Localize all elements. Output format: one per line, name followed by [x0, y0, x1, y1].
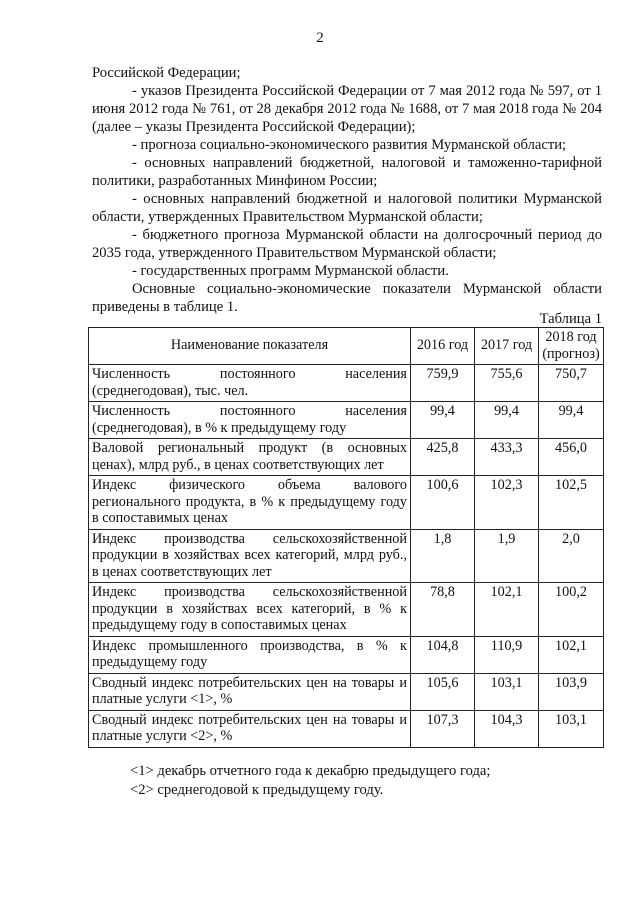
value-2017: 102,3: [474, 476, 538, 530]
paragraph-table-intro: Основные социально-экономические показатели Мурманской области приведены в таблице 1.: [92, 281, 602, 315]
value-2016: 107,3: [410, 710, 474, 747]
table-row: [89, 365, 604, 402]
value-2018: 102,5: [539, 476, 604, 530]
paragraph-state-programs: - государственных программ Мурманской области.: [132, 263, 449, 279]
table-row: [89, 710, 604, 747]
value-2017: 99,4: [474, 402, 538, 439]
table-header-row: [89, 328, 604, 365]
value-2016: 425,8: [410, 439, 474, 476]
value-2018: 103,9: [539, 673, 604, 710]
table-row: [89, 402, 604, 439]
table-caption: Таблица 1: [539, 311, 602, 327]
value-2016: 1,8: [410, 529, 474, 583]
table-row: [89, 673, 604, 710]
footnote-1: <1> декабрь отчетного года к декабрю предыдущего года;: [130, 763, 491, 779]
value-2016: 105,6: [410, 673, 474, 710]
value-2016: 78,8: [410, 583, 474, 637]
indicators-table: [88, 327, 604, 748]
row-name: Индекс производства сельскохозяйственной продукции в хозяйствах всех категорий, млрд руб., в ценах соответствующих лет: [89, 529, 411, 583]
row-name: Численность постоянного населения (среднегодовая), в % к предыдущему году: [89, 402, 411, 439]
value-2016: 759,9: [410, 365, 474, 402]
table-row: [89, 583, 604, 637]
table-row: [89, 636, 604, 673]
row-name: Сводный индекс потребительских цен на товары и платные услуги <2>, %: [89, 710, 411, 747]
row-name: Численность постоянного населения (среднегодовая), тыс. чел.: [89, 365, 411, 402]
paragraph-budget-forecast: - бюджетного прогноза Мурманской области на долгосрочный период до 2035 года, утвержденного Правительством Мурманской области;: [92, 227, 602, 261]
page-number: 2: [316, 30, 324, 46]
footnotes: [130, 762, 490, 800]
table-row: [89, 529, 604, 583]
value-2018: 99,4: [539, 402, 604, 439]
value-2017: 110,9: [474, 636, 538, 673]
value-2017: 102,1: [474, 583, 538, 637]
body-text: [92, 64, 602, 316]
value-2018: 103,1: [539, 710, 604, 747]
value-2018: 750,7: [539, 365, 604, 402]
paragraph-minfin-directions: - основных направлений бюджетной, налоговой и таможенно-тарифной политики, разработанных Минфином России;: [92, 155, 602, 189]
value-2018: 102,1: [539, 636, 604, 673]
paragraph-regional-directions: - основных направлений бюджетной и налоговой политики Мурманской области, утвержденных Правительством Мурманской области;: [92, 191, 602, 225]
row-name: Индекс производства сельскохозяйственной продукции в хозяйствах всех категорий, в % к предыдущему году в сопоставимых ценах: [89, 583, 411, 637]
table-row: [89, 439, 604, 476]
table-row: [89, 476, 604, 530]
row-name: Сводный индекс потребительских цен на товары и платные услуги <1>, %: [89, 673, 411, 710]
value-2018: 2,0: [539, 529, 604, 583]
value-2017: 104,3: [474, 710, 538, 747]
value-2017: 1,9: [474, 529, 538, 583]
header-2016: 2016 год: [410, 328, 474, 365]
row-name: Индекс промышленного производства, в % к предыдущему году: [89, 636, 411, 673]
value-2017: 103,1: [474, 673, 538, 710]
header-indicator-name: Наименование показателя: [89, 328, 411, 365]
paragraph-socioeconomic-forecast: - прогноза социально-экономического развития Мурманской области;: [132, 137, 567, 153]
value-2016: 100,6: [410, 476, 474, 530]
value-2016: 99,4: [410, 402, 474, 439]
paragraph-presidential-decrees: - указов Президента Российской Федерации от 7 мая 2012 года № 597, от 1 июня 2012 года № 761, от 28 декабря 2012 года № 1688, от 7 мая 2018 года № 204 (далее – указы Президента Российской Федерации);: [92, 83, 602, 135]
paragraph-continuation: Российской Федерации;: [92, 65, 241, 81]
value-2018: 456,0: [539, 439, 604, 476]
value-2017: 433,3: [474, 439, 538, 476]
value-2016: 104,8: [410, 636, 474, 673]
row-name: Индекс физического объема валового регионального продукта, в % к предыдущему году в сопоставимых ценах: [89, 476, 411, 530]
header-2018-forecast: 2018 год (прогноз): [539, 328, 604, 365]
footnote-2: <2> среднегодовой к предыдущему году.: [130, 782, 384, 798]
header-2017: 2017 год: [474, 328, 538, 365]
value-2017: 755,6: [474, 365, 538, 402]
row-name: Валовой региональный продукт (в основных ценах), млрд руб., в ценах соответствующих лет: [89, 439, 411, 476]
value-2018: 100,2: [539, 583, 604, 637]
